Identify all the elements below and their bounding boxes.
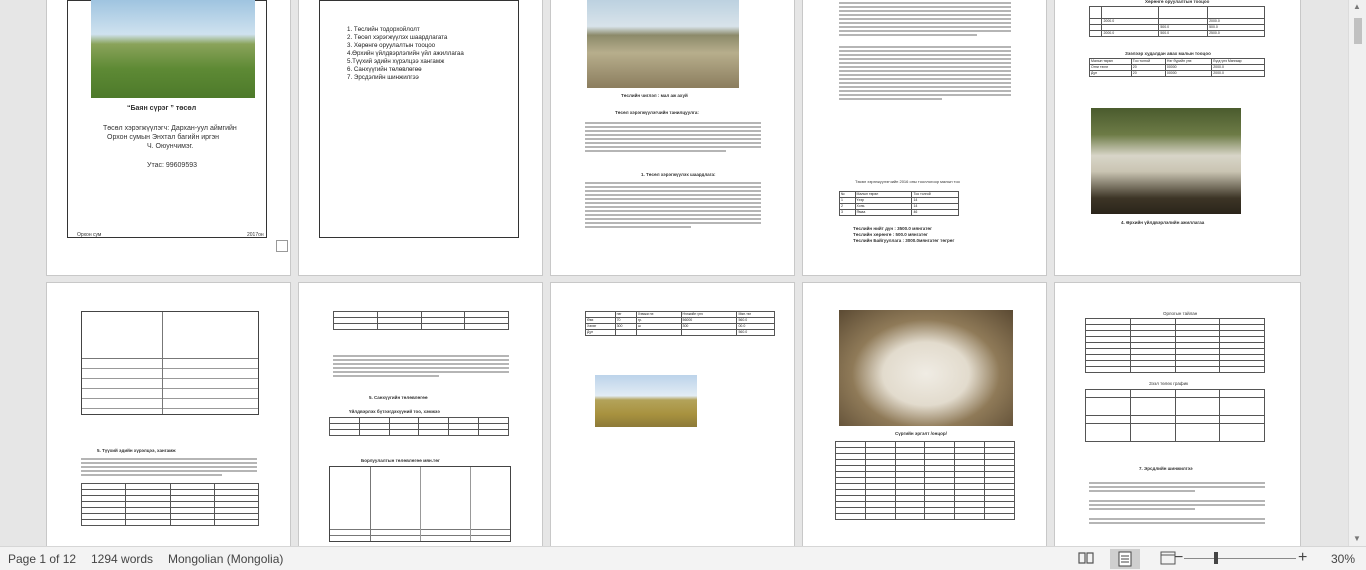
zoom-slider-thumb[interactable] [1214,552,1218,564]
table-row: Дүн 20 00000 2000.0 [1090,71,1265,77]
cover-phone: Утас: 99609593 [147,162,198,169]
page3-section1: 1. Төсөл хэрэгжүүлэх шаардлага: [641,172,716,177]
toc-item[interactable]: 5.Түүхий эдийн хүрэлцээ хангамж [347,58,445,66]
vertical-scrollbar[interactable] [1348,0,1366,546]
schedule-table [81,311,259,415]
page7-section-title: 5. Санхүүгийн төлөвлөгөө [369,395,428,400]
zoom-level[interactable]: 30% [1331,552,1356,566]
toc-list [347,26,464,82]
page-7-finance-plan[interactable] [299,283,542,546]
language-indicator[interactable]: Mongolian (Mongolia) [168,552,284,566]
page4-summary-1: Төслийн нийт дүн : 3500.0 мянгатөг [853,226,933,231]
page7-subtitle: Үйлдвэрлэх бүтээгдэхүүний тоо, хэмжээ [349,409,440,414]
income-table [1085,318,1265,373]
loan-livestock-table [1089,58,1265,77]
table-row: нэг Хэмжи нэ Нэгжийн үнэ Мян.төг [586,312,775,318]
cover-author-line1: Төсөл хэрэгжүүлэгч: Дархан-уул аймгийн [103,125,237,132]
print-layout-icon[interactable] [1110,549,1140,569]
cover-author-line2: Орхон сумын Энхтал багийн иргэн [107,134,220,141]
toc-item[interactable]: 7. Эрсдэлийн шинжилгээ [347,74,419,82]
supply-table [333,311,509,330]
toc-item[interactable]: 6. Санхүүгийн төлөвлөгөө [347,66,422,74]
scroll-up-arrow-icon[interactable]: ▲ [1353,2,1361,11]
read-mode-icon[interactable] [1078,551,1094,565]
page5-caption: 4. Өрхийн үйлдвэрлэлийн ажиллагаа [1121,220,1205,225]
page-10-income-statement[interactable] [1055,283,1300,546]
page4-summary-2: Төслийн хөрөнгө : 500.0 мянгатөг [853,232,928,237]
table-row: 2 Хонь 14 [840,204,959,210]
page-corner-mark [276,240,288,252]
toc-item[interactable]: 3. Хөрөнгө оруулалтын тооцоо [347,42,436,50]
toc-item[interactable]: 4.Өрхийн үйлдвэрлэлийн үйл ажиллагаа [347,50,464,58]
page4-table-title: Төсөл хэрэгжүүлэгчийн 2016 оны тооллогоор малын тоо [855,179,960,184]
sales-table [585,311,775,336]
page4-summary-3: Төслийн Байгууллага : 3000.0мянгатөг төгрөг [853,238,955,243]
page5-table2-title: Зээлээр худалдан авах малын тооцоо [1125,51,1211,56]
cover-footer-left: Орхон сум [77,232,102,238]
scrollbar-thumb[interactable] [1354,18,1362,44]
page-8-sales[interactable] [551,283,794,546]
scroll-down-arrow-icon[interactable]: ▼ [1353,534,1361,543]
zoom-slider[interactable] [1184,558,1296,559]
page-2-contents[interactable] [299,0,542,275]
toc-item[interactable]: 1. Төслийн тодорхойлолт [347,26,420,33]
page10-paragraph [1089,480,1265,526]
toc-item[interactable]: 2. Төсөл хэрэгжүүлэх шаардлагата [347,34,448,42]
table-row: 1 Үхэр 14 [840,198,959,204]
production-volume-table [329,417,509,436]
page3-paragraph-1 [585,120,761,154]
loan-repayment-table [1085,389,1265,442]
page4-text-block [839,0,1011,102]
page10-section-title: 7. Эрсдлийн шинжилгээ [1139,466,1193,471]
raw-material-table [81,483,259,526]
page-6-raw-materials[interactable] [47,283,290,546]
photo-hay-field [595,375,697,427]
page-4-herd-count[interactable] [803,0,1046,275]
table-row: Өөх 70 гр. 56000 560.0 [586,318,775,324]
table-row: Малын төрөл Тоо толгой Нэг бүрийн үнэ Бүгд үнэ Мянгаар [1090,59,1265,65]
table-row: Огни тэхэг 20 00000 2000.0 [1090,65,1265,71]
photo-ram [839,310,1013,426]
page6-section-title: 5. Түүхий эдийн хүрэлцээ, хангамж [97,448,176,453]
page3-paragraph-2 [585,180,761,230]
page3-heading: Төсөл хэрэгжүүлэгчийн танилцуулга: [615,110,699,115]
page-3-introduction[interactable] [551,0,794,275]
cover-title: “Баян сүрэг ” төсөл [127,105,197,112]
table-row: № Малын төрөл Тоо толгой [840,192,959,198]
page-1-cover[interactable] [47,0,290,275]
zoom-out-button[interactable]: − [1174,549,1184,566]
page-count[interactable]: Page 1 of 12 [8,552,77,566]
zoom-in-button[interactable]: + [1298,549,1308,566]
sales-plan-table [329,466,511,542]
word-count[interactable]: 1294 words [91,552,154,566]
table-row: Хөхөг 300 ш 300 00.0 [586,324,775,330]
table-row: Дүн 560.0 [586,330,775,336]
table-row: 3 Ямаа 46 [840,210,959,216]
herd-turnover-table [835,441,1015,520]
page-5-investment[interactable] [1055,0,1300,275]
herd-count-table [839,191,959,216]
page-9-herd-turnover[interactable] [803,283,1046,546]
photo-dairy-production [1091,108,1241,214]
page9-caption: Сүргийн эргэлт /онцор/ [895,431,947,436]
page7-paragraph [333,353,509,379]
page5-top-heading: Хөрөнгө оруулалтын тооцоо [1145,0,1210,4]
status-bar [0,546,1366,570]
page10-chart-caption: Зээл төлөх график [1149,381,1189,386]
investment-table: 2000.0 2000.0 500.0 500.0 2000.0 500.0 2500.0 [1089,6,1265,37]
page3-caption: Төслийн чиглэл : мал аж ахуй [621,93,688,98]
cover-footer-right: 2017он [247,232,264,238]
page10-title: Орлогын тайлан [1163,311,1198,316]
page6-paragraph [81,456,257,478]
cover-author-line3: Ч. Оюунчимэг. [147,143,194,150]
page7-subtitle-2: Борлуулалтын төлөвлөгөө мян.төг [361,458,440,463]
photo-herd [587,0,739,88]
cover-photo-pasture [91,0,255,98]
